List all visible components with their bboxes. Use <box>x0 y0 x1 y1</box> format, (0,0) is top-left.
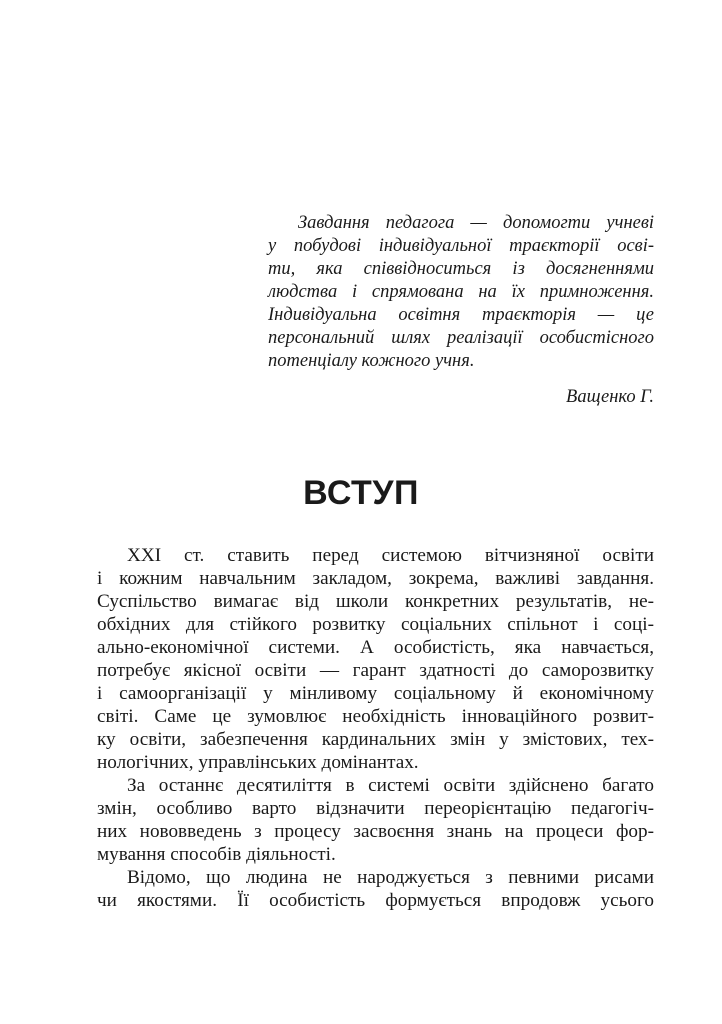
section-heading: ВСТУП <box>303 474 419 512</box>
epigraph-line: ти, яка співвідноситься із досягненнями <box>268 259 654 279</box>
body-line: За останнє десятиліття в системі освіти здійснено багато <box>127 775 654 796</box>
epigraph-line: Індивідуальна освітня траєкторія — це <box>268 305 654 325</box>
body-line: Відомо, що людина не народжується з певними рисами <box>127 867 654 888</box>
epigraph-line: Завдання педагога — допомогти учневі <box>298 213 654 233</box>
epigraph-line: персональний шлях реалізації особистісного <box>268 328 654 348</box>
body-line: потребує якісної освіти — гарант здатності до саморозвитку <box>97 660 654 681</box>
body-line: чи якостями. Її особистість формується впродовж усього <box>97 890 654 911</box>
body-line: обхідних для стійкого розвитку соціальних спільнот і соці- <box>97 614 654 635</box>
body-line: і самоорганізації у мінливому соціальному й економічному <box>97 683 654 704</box>
epigraph-author: Ващенко Г. <box>566 387 654 407</box>
body-line: і кожним навчальним закладом, зокрема, важливі завдання. <box>97 568 654 589</box>
body-line: ку освіти, забезпечення кардинальних змін у змістових, тех- <box>97 729 654 750</box>
body-line: світі. Саме це зумовлює необхідність інноваційного розвит- <box>97 706 654 727</box>
body-line: нологічних, управлінських домінантах. <box>97 752 419 773</box>
epigraph-line: людства і спрямована на їх примноження. <box>268 282 654 302</box>
body-line: XXI ст. ставить перед системою вітчизняної освіти <box>127 545 654 566</box>
body-line: Суспільство вимагає від школи конкретних результатів, не- <box>97 591 654 612</box>
body-line: змін, особливо варто відзначити переорієнтацію педагогіч- <box>97 798 654 819</box>
epigraph-line: потенціалу кожного учня. <box>268 351 475 371</box>
body-text <box>97 544 654 912</box>
epigraph-line: у побудові індивідуальної траєкторії осві- <box>268 236 654 256</box>
body-line: ально-економічної системи. А особистість, яка навчається, <box>97 637 654 658</box>
body-line: мування способів діяльності. <box>97 844 336 865</box>
body-line: них нововведень з процесу засвоєння знань на процеси фор- <box>97 821 654 842</box>
epigraph <box>268 212 654 373</box>
